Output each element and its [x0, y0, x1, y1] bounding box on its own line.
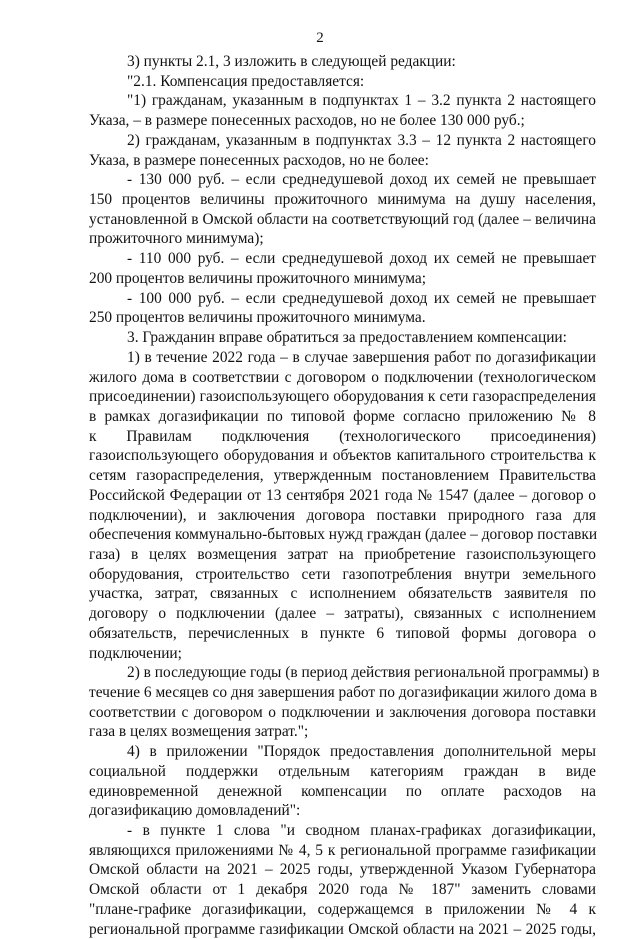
- text-line: социальной поддержки отдельным категориям граждан в виде: [89, 762, 596, 780]
- text-line: - 110 000 руб. – если среднедушевой доход их семей не превышает: [127, 250, 596, 268]
- text-line: течение 6 месяцев со дня завершения работ по догазификации жилого дома в: [89, 684, 598, 701]
- text-line: являющихся приложениями № 4, 5 к региональной программе газификации: [89, 841, 596, 859]
- text-line: "плане-графике догазификации, содержащемся в приложении № 4 к: [89, 900, 596, 918]
- text-line: газа в целях возмещения затрат.";: [89, 723, 309, 741]
- text-line: 3) пункты 2.1, 3 изложить в следующей редакции:: [127, 53, 456, 70]
- text-line: 2) в последующие годы (в период действия региональной программы) в: [127, 664, 600, 682]
- text-line: Омской области на 2021 – 2025 годы, утвержденной Указом Губернатора: [89, 861, 596, 879]
- text-line: - в пункте 1 слова "и сводном планах-графиках догазификации,: [127, 822, 596, 840]
- text-line: 1) в течение 2022 года – в случае завершения работ по догазификации: [127, 348, 596, 366]
- document-body: [89, 52, 600, 939]
- text-line: газоиспользующего оборудования и объектов капитального строительства к: [89, 447, 596, 465]
- text-line: обязательств, перечисленных в пункте 6 типовой формы договора о: [89, 624, 596, 642]
- text-line: к Правилам подключения (технологического присоединения): [89, 427, 596, 445]
- page-number: 2: [316, 30, 324, 46]
- text-line: "2.1. Компенсация предоставляется:: [127, 72, 365, 90]
- text-line: жилого дома в соответствии с договором о подключении (технологическом: [89, 368, 596, 386]
- text-line: 200 процентов величины прожиточного минимума;: [89, 269, 427, 287]
- text-line: участка, затрат, связанных с исполнением обязательств заявителя по: [89, 585, 596, 603]
- text-line: сетям газораспределения, утвержденным постановлением Правительства: [89, 467, 596, 485]
- text-line: 3. Гражданин вправе обратиться за предоставлением компенсации:: [127, 329, 567, 347]
- text-line: подключении), и заключения договора поставки природного газа для: [89, 506, 596, 524]
- text-line: - 100 000 руб. – если среднедушевой доход их семей не превышает: [127, 289, 596, 307]
- text-line: прожиточного минимума);: [89, 230, 264, 248]
- text-line: единовременной денежной компенсации по оплате расходов на: [89, 782, 596, 800]
- text-line: присоединении) газоиспользующего оборудования к сети газораспределения: [89, 388, 596, 406]
- text-line: Указа, в размере понесенных расходов, но не более:: [89, 151, 429, 169]
- text-line: подключении;: [89, 644, 182, 662]
- text-line: обеспечения коммунально-бытовых нужд граждан (далее – договор поставки: [89, 526, 598, 544]
- text-line: Указа, – в размере понесенных расходов, но не более 130 000 руб.;: [89, 112, 525, 130]
- text-line: догазификацию домовладений":: [89, 802, 301, 820]
- text-line: - 130 000 руб. – если среднедушевой доход их семей не превышает: [127, 171, 596, 189]
- text-line: 150 процентов величины прожиточного минимума на душу населения,: [89, 191, 596, 209]
- text-line: соответствии с договором о подключении и заключения договора поставки: [89, 703, 596, 721]
- text-line: 4) в приложении "Порядок предоставления дополнительной меры: [127, 743, 596, 761]
- text-line: 250 процентов величины прожиточного минимума.: [89, 309, 426, 327]
- text-line: региональной программе газификации Омской области на 2021 – 2025 годы,: [89, 920, 596, 938]
- text-line: установленной в Омской области на соответствующий год (далее – величина: [89, 210, 596, 228]
- text-line: газа) в целях возмещения затрат на приобретение газоиспользующего: [89, 545, 596, 563]
- text-line: в рамках догазификации по типовой форме согласно приложению № 8: [89, 407, 596, 425]
- text-line: "1) гражданам, указанным в подпунктах 1 – 3.2 пункта 2 настоящего: [127, 92, 596, 110]
- text-line: 2) гражданам, указанным в подпунктах 3.3 – 12 пункта 2 настоящего: [127, 131, 596, 149]
- text-line: оборудования, строительство сети газопотребления внутри земельного: [89, 565, 596, 583]
- text-line: договору о подключении (далее – затраты), связанных с исполнением: [89, 605, 596, 623]
- text-line: Российской Федерации от 13 сентября 2021 года № 1547 (далее – договор о: [89, 486, 596, 504]
- text-line: Омской области от 1 декабря 2020 года № 187" заменить словами: [89, 881, 596, 899]
